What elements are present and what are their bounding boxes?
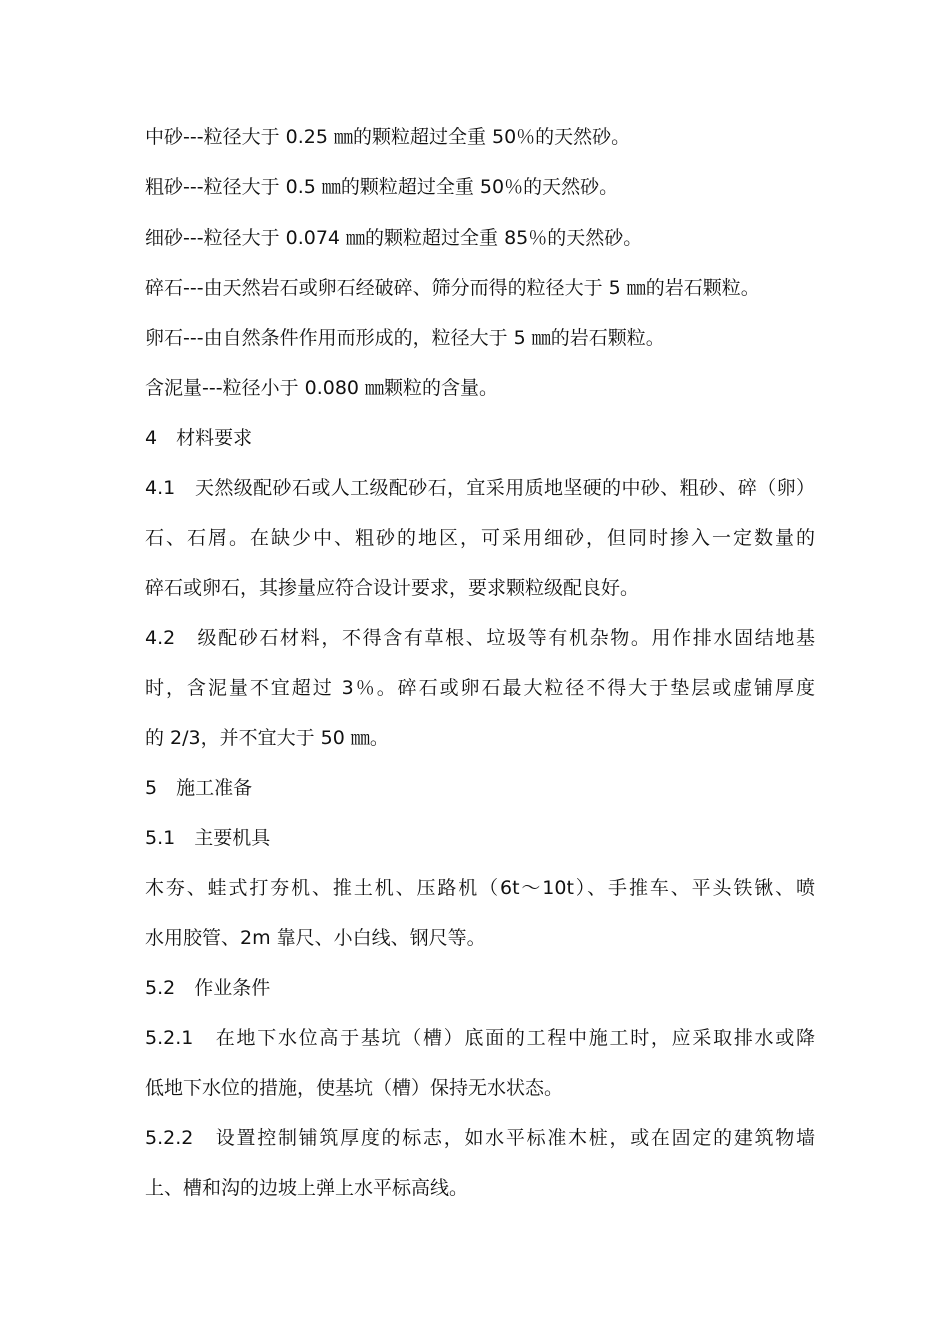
tools-list-line-2: 水用胶管、2m 靠尺、小白线、钢尺等。 — [145, 927, 486, 949]
paragraph-5-2-1-line-2: 低地下水位的措施，使基坑（槽）保持无水状态。 — [145, 1077, 564, 1099]
definition-crushed-stone: 碎石---由天然岩石或卵石经破碎、筛分而得的粒径大于 5 ㎜的岩石颗粒。 — [145, 277, 760, 299]
paragraph-4-2-line-2: 时，含泥量不宜超过 3％。碎石或卵石最大粒径不得大于垫层或虚铺厚度 — [145, 677, 815, 699]
definition-pebble: 卵石---由自然条件作用而形成的，粒径大于 5 ㎜的岩石颗粒。 — [145, 327, 665, 349]
paragraph-4-2-line-1: 4.2 级配砂石材料，不得含有草根、垃圾等有机杂物。用作排水固结地基 — [145, 627, 815, 649]
definition-coarse-sand: 粗砂---粒径大于 0.5 ㎜的颗粒超过全重 50％的天然砂。 — [145, 176, 619, 198]
subsection-heading-5-1: 5.1 主要机具 — [145, 827, 271, 849]
tools-list-line-1: 木夯、蛙式打夯机、推土机、压路机（6t～10t）、手推车、平头铁锹、喷 — [145, 877, 815, 899]
paragraph-4-1-line-2: 石、石屑。在缺少中、粗砂的地区，可采用细砂，但同时掺入一定数量的 — [145, 527, 815, 549]
paragraph-5-2-1-line-1: 5.2.1 在地下水位高于基坑（槽）底面的工程中施工时，应采取排水或降 — [145, 1027, 815, 1049]
paragraph-5-2-2-line-1: 5.2.2 设置控制铺筑厚度的标志，如水平标准木桩，或在固定的建筑物墙 — [145, 1127, 815, 1149]
subsection-heading-5-2: 5.2 作业条件 — [145, 977, 271, 999]
definition-fine-sand: 细砂---粒径大于 0.074 ㎜的颗粒超过全重 85％的天然砂。 — [145, 227, 643, 249]
paragraph-4-2-line-3: 的 2/3，并不宜大于 50 ㎜。 — [145, 727, 389, 749]
paragraph-5-2-2-line-2: 上、槽和沟的边坡上弹上水平标高线。 — [145, 1177, 469, 1199]
paragraph-4-1-line-1: 4.1 天然级配砂石或人工级配砂石，宜采用质地坚硬的中砂、粗砂、碎（卵） — [145, 477, 815, 499]
definition-medium-sand: 中砂---粒径大于 0.25 ㎜的颗粒超过全重 50％的天然砂。 — [145, 126, 631, 148]
section-heading-5: 5 施工准备 — [145, 777, 253, 799]
definition-mud-content: 含泥量---粒径小于 0.080 ㎜颗粒的含量。 — [145, 377, 499, 399]
paragraph-4-1-line-3: 碎石或卵石，其掺量应符合设计要求，要求颗粒级配良好。 — [145, 577, 640, 599]
section-heading-4: 4 材料要求 — [145, 427, 253, 449]
